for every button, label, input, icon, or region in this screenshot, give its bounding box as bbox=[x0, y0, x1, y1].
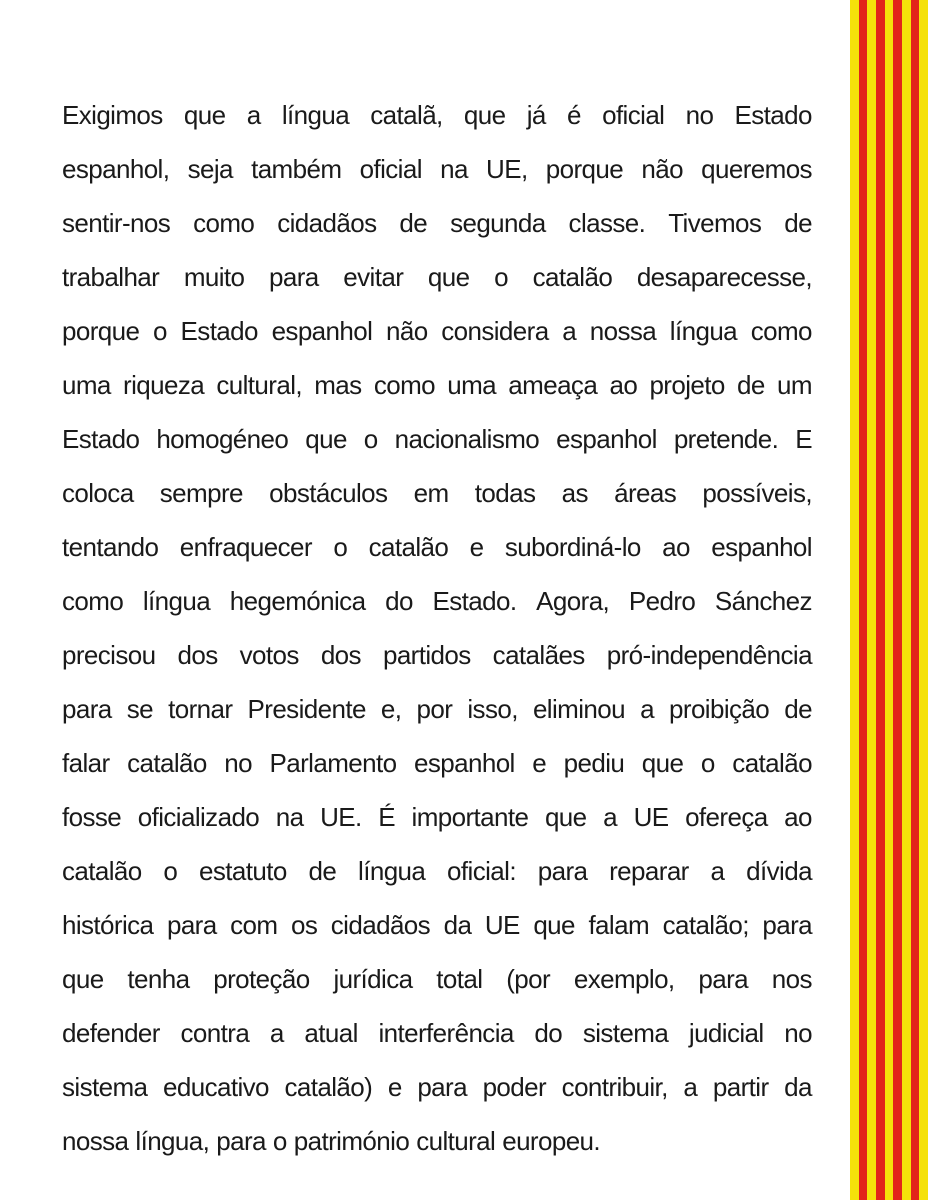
word: todas bbox=[474, 478, 536, 508]
text-line bbox=[62, 412, 812, 466]
word: Exigimos bbox=[62, 100, 163, 130]
word: já bbox=[526, 100, 546, 130]
word: votos bbox=[239, 640, 299, 670]
word: segunda bbox=[450, 208, 546, 238]
word: ao bbox=[609, 370, 638, 400]
word: E bbox=[795, 424, 812, 454]
word: na bbox=[440, 154, 468, 184]
word: de bbox=[784, 208, 812, 238]
word: jurídica bbox=[333, 964, 413, 994]
word: que bbox=[62, 964, 104, 994]
word: reparar bbox=[609, 856, 689, 886]
word: para bbox=[62, 694, 112, 724]
word: como bbox=[62, 586, 124, 616]
word: no bbox=[784, 1018, 812, 1048]
text-line bbox=[62, 1006, 812, 1060]
word: judicial bbox=[688, 1018, 764, 1048]
word: Pedro bbox=[628, 586, 696, 616]
yellow-stripe bbox=[867, 0, 876, 1200]
word: queremos bbox=[701, 154, 812, 184]
word: Agora, bbox=[536, 586, 610, 616]
word: catalão bbox=[127, 748, 207, 778]
word: língua bbox=[281, 100, 350, 130]
word: como bbox=[373, 370, 436, 400]
word: o bbox=[163, 856, 178, 886]
text-line bbox=[62, 1114, 812, 1168]
word: eliminou bbox=[532, 694, 625, 724]
word: que bbox=[183, 100, 226, 130]
word: fosse bbox=[62, 802, 122, 832]
word: tentando bbox=[62, 532, 159, 562]
word: nos bbox=[771, 964, 812, 994]
text-line bbox=[62, 790, 812, 844]
word: que bbox=[641, 748, 684, 778]
word: É bbox=[378, 802, 395, 832]
word: catalão bbox=[368, 532, 449, 562]
word: seja bbox=[187, 154, 233, 184]
red-stripe bbox=[859, 0, 868, 1200]
text-line bbox=[62, 1060, 812, 1114]
word: total bbox=[436, 964, 483, 994]
word: considera bbox=[441, 316, 549, 346]
text-line bbox=[62, 466, 812, 520]
word: porque bbox=[62, 316, 140, 346]
word: o bbox=[272, 1126, 287, 1156]
word: se bbox=[126, 694, 153, 724]
word: ao bbox=[784, 802, 812, 832]
text-line bbox=[62, 952, 812, 1006]
word: mas bbox=[314, 370, 362, 400]
yellow-stripe bbox=[902, 0, 911, 1200]
word: no bbox=[224, 748, 252, 778]
word: para bbox=[269, 262, 319, 292]
word: cultural bbox=[416, 1126, 496, 1156]
word: é bbox=[566, 100, 581, 130]
word: que bbox=[544, 802, 587, 832]
word: na bbox=[275, 802, 304, 832]
text-line bbox=[62, 520, 812, 574]
word: UE, bbox=[486, 154, 528, 184]
word: sentir-nos bbox=[62, 208, 171, 238]
word: de bbox=[308, 856, 337, 886]
word: oficial: bbox=[447, 856, 516, 886]
word: a bbox=[683, 1072, 698, 1102]
word: de bbox=[399, 208, 428, 238]
red-stripe bbox=[876, 0, 885, 1200]
word: oficial bbox=[602, 100, 665, 130]
word: UE. bbox=[320, 802, 362, 832]
word: áreas bbox=[614, 478, 677, 508]
word: o bbox=[363, 424, 378, 454]
word: Presidente bbox=[247, 694, 366, 724]
red-stripe bbox=[893, 0, 902, 1200]
word: (por bbox=[506, 964, 551, 994]
word: por bbox=[416, 694, 453, 724]
word: língua bbox=[669, 316, 738, 346]
word: cultural, bbox=[216, 370, 302, 400]
word: proibição bbox=[669, 694, 770, 724]
word: de bbox=[737, 370, 765, 400]
word: oficial bbox=[359, 154, 422, 184]
word: o bbox=[153, 316, 167, 346]
word: catalão bbox=[62, 856, 142, 886]
word: desaparecesse, bbox=[636, 262, 812, 292]
word: no bbox=[685, 100, 714, 130]
red-stripe bbox=[911, 0, 920, 1200]
word: pró-independência bbox=[606, 640, 812, 670]
word: enfraquecer bbox=[179, 532, 312, 562]
word: para bbox=[216, 1126, 266, 1156]
word: dos bbox=[177, 640, 218, 670]
word: espanhol bbox=[556, 424, 657, 454]
word: a bbox=[562, 316, 577, 346]
word: falar bbox=[62, 748, 110, 778]
word: os bbox=[290, 910, 318, 940]
word: como bbox=[750, 316, 812, 346]
word: a bbox=[246, 100, 261, 130]
word: para bbox=[417, 1072, 467, 1102]
word: muito bbox=[183, 262, 245, 292]
word: cidadãos bbox=[277, 208, 377, 238]
word: estatuto bbox=[199, 856, 287, 886]
word: um bbox=[776, 370, 812, 400]
word: Tivemos bbox=[668, 208, 762, 238]
word: ofereça bbox=[685, 802, 768, 832]
text-line bbox=[62, 628, 812, 682]
word: UE bbox=[484, 910, 520, 940]
word: possíveis, bbox=[702, 478, 812, 508]
word: não bbox=[385, 316, 428, 346]
text-line bbox=[62, 736, 812, 790]
word: língua bbox=[358, 856, 426, 886]
word: dos bbox=[320, 640, 361, 670]
word: projeto bbox=[649, 370, 725, 400]
word: em bbox=[413, 478, 449, 508]
yellow-stripe bbox=[850, 0, 859, 1200]
word: uma bbox=[62, 370, 111, 400]
word: com bbox=[230, 910, 278, 940]
word: língua bbox=[142, 586, 211, 616]
word: catalão bbox=[532, 262, 613, 292]
word: as bbox=[561, 478, 588, 508]
word: e bbox=[469, 532, 484, 562]
word: nossa bbox=[589, 316, 657, 346]
text-line bbox=[62, 142, 812, 196]
word: e bbox=[387, 1072, 402, 1102]
word: coloca bbox=[62, 478, 134, 508]
word: espanhol bbox=[414, 748, 515, 778]
word: que bbox=[427, 262, 470, 292]
word: a bbox=[710, 856, 725, 886]
word: dívida bbox=[746, 856, 812, 886]
word: a bbox=[269, 1018, 284, 1048]
word: também bbox=[251, 154, 342, 184]
word: partir bbox=[712, 1072, 769, 1102]
word: do bbox=[385, 586, 413, 616]
word: Estado. bbox=[432, 586, 517, 616]
text-line bbox=[62, 844, 812, 898]
word: Estado bbox=[62, 424, 140, 454]
word: espanhol bbox=[711, 532, 812, 562]
word: a bbox=[603, 802, 617, 832]
body-text bbox=[62, 88, 812, 1168]
word: não bbox=[641, 154, 683, 184]
word: Sánchez bbox=[714, 586, 812, 616]
word: catalão; bbox=[662, 910, 749, 940]
word: para bbox=[166, 910, 217, 940]
word: espanhol bbox=[271, 316, 373, 346]
word: para bbox=[698, 964, 748, 994]
word: ao bbox=[662, 532, 690, 562]
word: hegemónica bbox=[229, 586, 366, 616]
word: subordiná-lo bbox=[504, 532, 641, 562]
word: o bbox=[700, 748, 715, 778]
word: porque bbox=[545, 154, 624, 184]
text-line bbox=[62, 574, 812, 628]
word: tenha bbox=[127, 964, 190, 994]
word: cidadãos bbox=[330, 910, 431, 940]
word: e bbox=[532, 748, 547, 778]
word: importante bbox=[411, 802, 529, 832]
word: obstáculos bbox=[269, 478, 388, 508]
word: sistema bbox=[62, 1072, 148, 1102]
word: espanhol, bbox=[62, 154, 170, 184]
word: nacionalismo bbox=[394, 424, 540, 454]
word: da bbox=[784, 1072, 812, 1102]
word: como bbox=[193, 208, 255, 238]
word: de bbox=[784, 694, 812, 724]
word: histórica bbox=[62, 910, 154, 940]
word: tornar bbox=[168, 694, 233, 724]
word: que bbox=[305, 424, 347, 454]
word: UE bbox=[633, 802, 669, 832]
word: falam bbox=[588, 910, 650, 940]
word: que bbox=[533, 910, 575, 940]
word: classe. bbox=[568, 208, 646, 238]
yellow-stripe bbox=[885, 0, 894, 1200]
word: poder bbox=[482, 1072, 547, 1102]
word: para bbox=[537, 856, 588, 886]
word: evitar bbox=[343, 262, 404, 292]
word: Estado bbox=[734, 100, 812, 130]
word: pediu bbox=[563, 748, 625, 778]
word: atual bbox=[304, 1018, 358, 1048]
word: catalão) bbox=[284, 1072, 373, 1102]
word: língua, bbox=[135, 1126, 210, 1156]
text-line bbox=[62, 682, 812, 736]
word: interferência bbox=[378, 1018, 514, 1048]
word: ameaça bbox=[508, 370, 598, 400]
word: que bbox=[463, 100, 506, 130]
word: Estado bbox=[180, 316, 258, 346]
catalan-flag-stripes bbox=[850, 0, 928, 1200]
word: europeu. bbox=[502, 1126, 601, 1156]
word: uma bbox=[447, 370, 497, 400]
word: defender bbox=[62, 1018, 160, 1048]
word: património bbox=[293, 1126, 410, 1156]
text-line bbox=[62, 358, 812, 412]
word: do bbox=[534, 1018, 563, 1048]
word: oficializado bbox=[137, 802, 260, 832]
word: isso, bbox=[467, 694, 518, 724]
word: homogéneo bbox=[156, 424, 289, 454]
word: para bbox=[762, 910, 812, 940]
text-line bbox=[62, 196, 812, 250]
word: educativo bbox=[163, 1072, 269, 1102]
word: catalã, bbox=[370, 100, 443, 130]
word: exemplo, bbox=[573, 964, 675, 994]
yellow-stripe bbox=[919, 0, 928, 1200]
text-line bbox=[62, 88, 812, 142]
word: o bbox=[494, 262, 508, 292]
word: catalão bbox=[732, 748, 812, 778]
word: e, bbox=[380, 694, 402, 724]
word: o bbox=[333, 532, 348, 562]
word: contribuir, bbox=[561, 1072, 668, 1102]
word: sempre bbox=[159, 478, 243, 508]
word: pretende. bbox=[673, 424, 779, 454]
word: Parlamento bbox=[269, 748, 397, 778]
word: catalães bbox=[492, 640, 585, 670]
word: contra bbox=[180, 1018, 250, 1048]
word: sistema bbox=[582, 1018, 669, 1048]
word: precisou bbox=[62, 640, 156, 670]
word: da bbox=[443, 910, 472, 940]
text-line bbox=[62, 304, 812, 358]
word: proteção bbox=[213, 964, 310, 994]
word: trabalhar bbox=[62, 262, 160, 292]
word: nossa bbox=[62, 1126, 129, 1156]
text-line bbox=[62, 250, 812, 304]
text-line bbox=[62, 898, 812, 952]
word: riqueza bbox=[123, 370, 205, 400]
word: partidos bbox=[382, 640, 471, 670]
word: a bbox=[640, 694, 654, 724]
